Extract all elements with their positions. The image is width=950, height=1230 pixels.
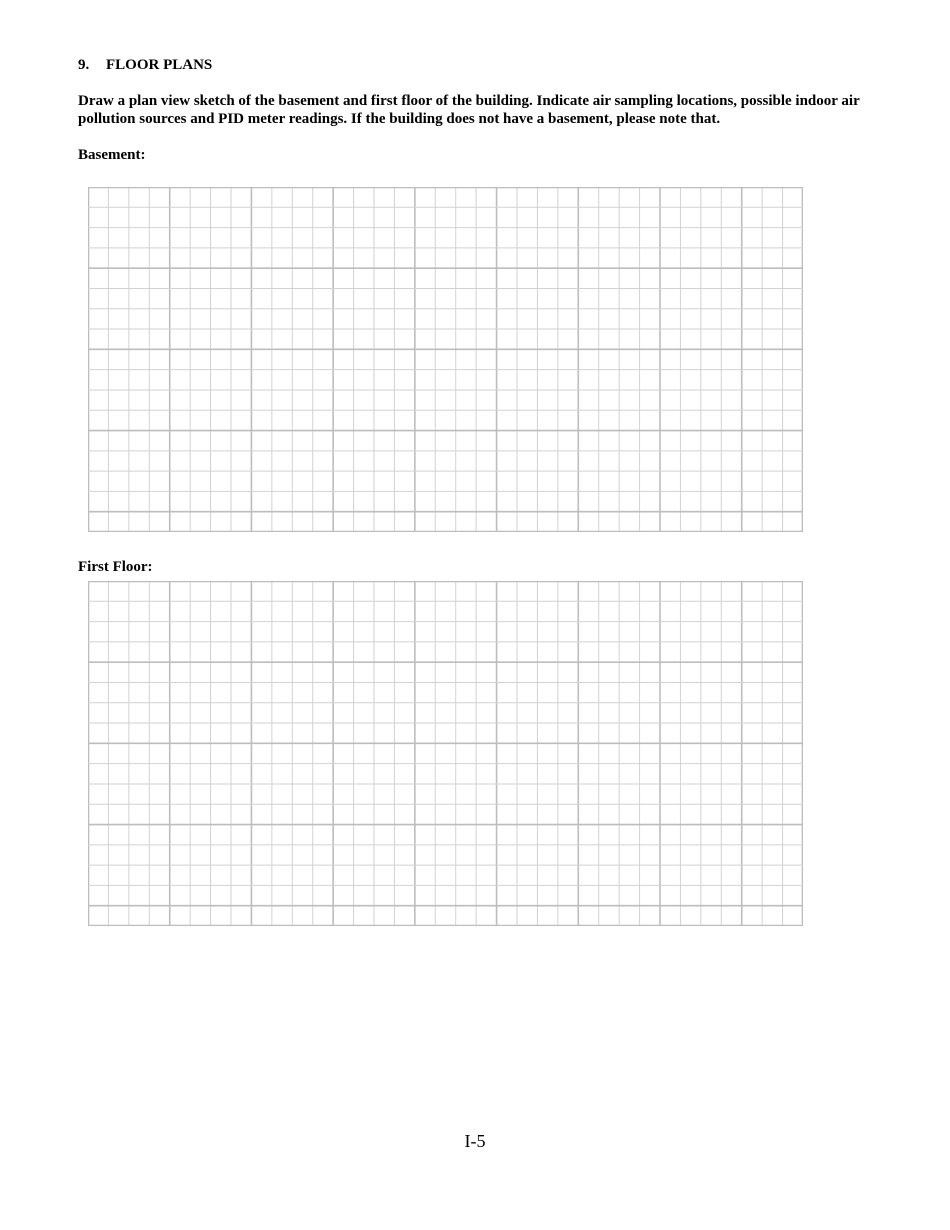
basement-label: Basement: xyxy=(78,147,146,163)
basement-grid-lines xyxy=(88,187,803,532)
instructions-text: Draw a plan view sketch of the basement and first floor of the building. Indicate air sampling locations, possible indoor air pollution sources and PID meter readings. If the building does not have a basement, please note that. xyxy=(78,93,860,127)
first-floor-label: First Floor: xyxy=(78,559,153,575)
basement-sketch-grid[interactable] xyxy=(88,187,803,532)
section-heading xyxy=(78,56,212,74)
section-title: FLOOR PLANS xyxy=(106,57,213,73)
first-floor-grid-lines xyxy=(88,581,803,926)
first-floor-sketch-grid[interactable] xyxy=(88,581,803,926)
section-number: 9. xyxy=(78,57,90,73)
page-number: I-5 xyxy=(464,1131,486,1151)
